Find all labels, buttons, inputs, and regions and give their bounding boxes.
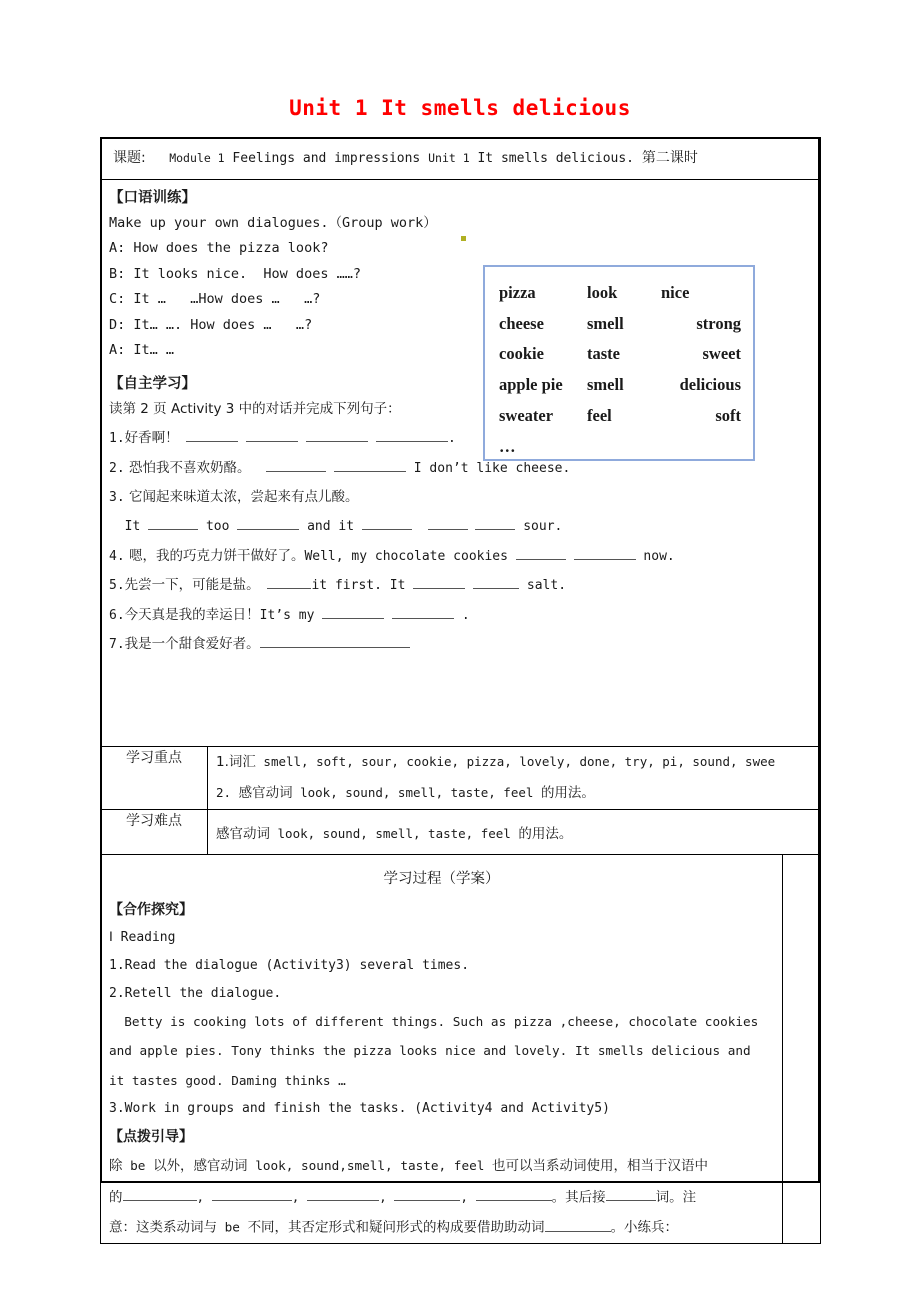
key-points-label: 学习重点 [126,749,182,766]
word-row [485,432,753,463]
word-noun: apple pie [499,375,563,395]
worksheet-table [100,137,821,1244]
dialogue-line-a1: A: How does the pizza look? [109,240,329,257]
answer-blank[interactable] [246,429,298,442]
answer-blank[interactable] [307,1189,379,1202]
answer-blank[interactable] [148,517,198,530]
oral-study-block [101,186,820,746]
key-points-body-cell [208,746,821,809]
answer-blank[interactable] [267,576,311,589]
dialogue-line-a2: A: It… … [109,342,175,359]
subject-text [101,138,820,179]
table-row-subject [101,138,821,180]
answer-blank[interactable] [574,547,636,560]
word-row [485,309,753,340]
answer-blank[interactable] [545,1219,611,1232]
guidance-line-2: 的 , , , , 。其后接 词。注 [109,1189,697,1206]
subject-module: Module 1 [169,151,225,165]
word-noun: cookie [499,344,544,364]
word-verb: look [587,282,618,302]
word-adj: soft [715,406,741,426]
word-bank-box [483,265,755,461]
self-study-heading: 【自主学习】 [109,375,196,392]
self-study-instruction: 读第 2 页 Activity 3 中的对话并完成下列句子： [109,400,401,417]
answer-blank[interactable] [606,1189,656,1202]
exercise-item-6: 6.今天真是我的幸运日！It’s my . [109,606,470,623]
answer-blank[interactable] [516,547,566,560]
word-adj: delicious [679,375,741,395]
guidance-line-1: 除 be 以外，感官动词 look, sound,smell, taste, feel 也可以当系动词使用，相当于汉语中 [109,1158,708,1175]
answer-blank[interactable] [362,517,412,530]
word-row [485,278,753,309]
answer-blank[interactable] [186,429,238,442]
process-cell [101,854,783,1244]
word-row [485,401,753,432]
exercise-item-3: 3. 它闻起来味道太浓，尝起来有点儿酸。 [109,488,359,505]
answer-blank[interactable] [306,429,368,442]
cooperative-heading: 【合作探究】 [109,901,193,918]
answer-blank[interactable] [392,606,454,619]
subject-module-name: Feelings and impressions [232,151,421,166]
key-points-line-1: 1.词汇 smell, soft, sour, cookie, pizza, lovely, done, try, pi, sound, swee [216,753,776,770]
word-row [485,339,753,370]
process-title: 学习过程（学案） [383,870,500,887]
table-row-oral-study [101,179,821,746]
word-noun: pizza [499,282,536,302]
guidance-heading: 【点拨引导】 [109,1128,193,1145]
oral-study-cell [101,179,821,746]
answer-blank[interactable] [260,635,410,648]
difficulty-text: 感官动词 look, sound, smell, taste, feel 的用法。 [216,825,573,842]
key-points-label-cell [101,746,208,809]
reading-section-label: Ⅰ Reading [109,930,176,946]
word-verb: smell [587,375,624,395]
subject-unit-name: It smells delicious. [477,151,635,166]
oral-heading: 【口语训练】 [109,189,196,206]
word-noun: cheese [499,313,544,333]
answer-blank[interactable] [413,576,465,589]
retell-paragraph-line-2: and apple pies. Tony thinks the pizza looks nice and lovely. It smells delicious and [109,1043,751,1059]
answer-blank[interactable] [473,576,519,589]
exercise-item-2: 2. 恐怕我不喜欢奶酪。 I don’t like cheese. [109,459,571,476]
dialogue-line-b: B: It looks nice. How does ……? [109,265,361,282]
word-adj: nice [661,282,690,302]
exercise-item-3-answer: It too and it sour. [109,519,563,535]
subject-cell [101,138,821,180]
subject-period: 第二课时 [641,150,698,166]
exercise-item-7: 7.我是一个甜食爱好者。 [109,629,820,659]
subject-label: 课题: [113,150,146,166]
answer-blank[interactable] [394,1189,460,1202]
word-verb: taste [587,344,620,364]
exercise-item-1: 1.好香啊！ . [109,430,456,447]
answer-blank[interactable] [212,1189,292,1202]
subject-unit: Unit 1 [428,151,470,165]
retell-paragraph-line-1: Betty is cooking lots of different things. Such as pizza ,cheese, chocolate cookies [109,1014,759,1030]
dialogue-line-c: C: It … …How does … …? [109,291,321,308]
process-item-1: 1.Read the dialogue (Activity3) several times. [109,958,470,974]
answer-blank[interactable] [322,606,384,619]
word-noun: sweater [499,406,554,426]
stray-mark [461,236,466,241]
process-side-column [783,854,821,1244]
difficulty-label-cell [101,809,208,854]
guidance-line-3: 意：这类系动词与 be 不同，其否定形式和疑问形式的构成要借助助动词 。小练兵： [109,1220,679,1237]
table-row-process [101,854,821,1244]
difficulty-label: 学习难点 [126,812,182,829]
word-adj: sweet [702,344,741,364]
answer-blank[interactable] [266,459,326,472]
key-points-line-2: 2. 感官动词 look, sound, smell, taste, feel 的用法。 [216,784,595,801]
answer-blank[interactable] [123,1189,197,1202]
answer-blank[interactable] [237,517,299,530]
word-adj: strong [696,313,741,333]
answer-blank[interactable] [476,1189,552,1202]
word-ellipsis: … [499,437,516,457]
exercise-item-5: 5.先尝一下，可能是盐。 it first. It salt. [109,577,567,594]
answer-blank[interactable] [475,517,515,530]
word-verb: smell [587,313,624,333]
exercise-item-4: 4. 嗯，我的巧克力饼干做好了。Well, my chocolate cookies now. [109,547,675,564]
retell-paragraph-line-3: it tastes good. Daming thinks … [109,1072,346,1088]
process-item-3: 3.Work in groups and finish the tasks. (Activity4 and Activity5) [109,1100,610,1116]
oral-instruction: Make up your own dialogues.（Group work） [109,214,437,231]
page-title: Unit 1 It smells delicious [289,96,631,120]
answer-blank[interactable] [334,459,406,472]
word-row [485,370,753,401]
table-row-key-points [101,746,821,809]
word-verb: feel [587,406,612,426]
dialogue-line-d: D: It… …. How does … …? [109,316,313,333]
answer-blank[interactable] [428,517,468,530]
difficulty-body-cell [208,809,821,854]
answer-blank[interactable] [376,429,448,442]
table-row-difficulty [101,809,821,854]
process-item-2: 2.Retell the dialogue. [109,985,282,1001]
